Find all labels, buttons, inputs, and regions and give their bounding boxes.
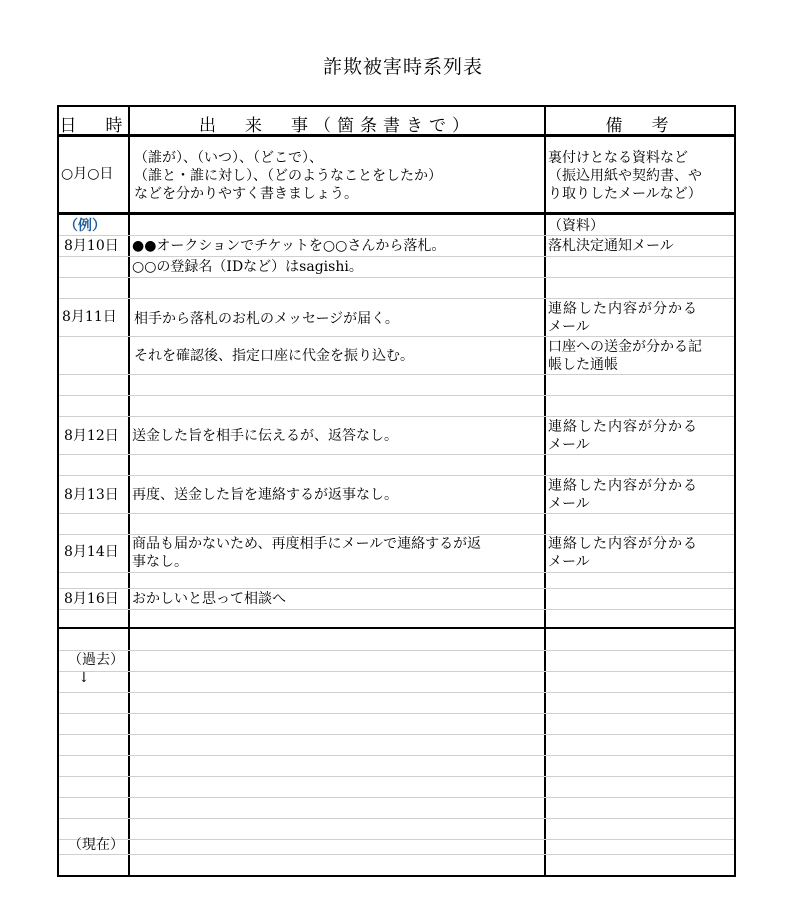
row-event-line-1: 商品も届かないため、再度相手にメールで連絡するが返 (132, 536, 482, 552)
row-event: 相手から落札のお札のメッセージが届く。 (134, 311, 399, 327)
row-date: 8月11日 (62, 309, 117, 325)
example-event-line-2: （誰と・誰に対し）、（どのようなことをしたか） (134, 168, 442, 184)
row-note-line-1: 連絡した内容が分かる (548, 301, 698, 317)
header-date: 日 時 (59, 116, 129, 136)
row-note-line-2: メール (548, 319, 590, 335)
example-note-line-2: （振込用紙や契約書、や (548, 168, 702, 184)
row-date: 8月10日 (64, 238, 119, 254)
row-note-line-1: 連絡した内容が分かる (548, 536, 698, 552)
row-note: 落札決定通知メール (548, 238, 674, 254)
row-event: 送金した旨を相手に伝えるが、返答なし。 (132, 428, 398, 444)
row-date: 8月16日 (64, 591, 119, 607)
header-note: 備 考 (605, 116, 675, 136)
row-note-line-1: 連絡した内容が分かる (548, 478, 698, 494)
row-event-line-2: 事なし。 (132, 554, 188, 570)
row-event: おかしいと思って相談へ (132, 591, 286, 607)
material-label: （資料） (548, 218, 604, 234)
row-event: ●●オークションでチケットを○○さんから落札。 (132, 238, 446, 254)
row-note-line-1: 連絡した内容が分かる (548, 419, 698, 435)
row-note-line-2: メール (548, 496, 590, 512)
example-date: ○月○日 (61, 166, 114, 182)
document-title: 詐欺被害時系列表 (322, 56, 483, 78)
header-event: 出 来 事（箇条書きで） (199, 116, 475, 136)
row-note-line-2: メール (548, 437, 590, 453)
sample-label: （例） (64, 218, 106, 234)
past-label: （過去） (68, 652, 124, 668)
row-event: ○○の登録名（IDなど）はsagishi。 (132, 259, 363, 275)
row-note-line-2: メール (548, 554, 590, 570)
row-note-line-2: 帳した通帳 (548, 357, 618, 373)
row-note-line-1: 口座への送金が分かる記 (548, 339, 702, 355)
row-event: それを確認後、指定口座に代金を振り込む。 (134, 348, 414, 364)
example-event-line-3: などを分かりやすく書きましょう。 (134, 186, 358, 202)
row-date: 8月14日 (64, 544, 119, 560)
example-note-line-3: り取りしたメールなど） (548, 186, 702, 202)
row-event: 再度、送金した旨を連絡するが返事なし。 (132, 487, 398, 503)
row-date: 8月12日 (64, 428, 119, 444)
example-note-line-1: 裏付けとなる資料など (548, 150, 688, 166)
row-date: 8月13日 (64, 487, 119, 503)
present-label: （現在） (68, 837, 124, 853)
example-event-line-1: （誰が）、（いつ）、（どこで）、 (134, 150, 323, 166)
arrow-down-icon: ↓ (78, 670, 90, 686)
